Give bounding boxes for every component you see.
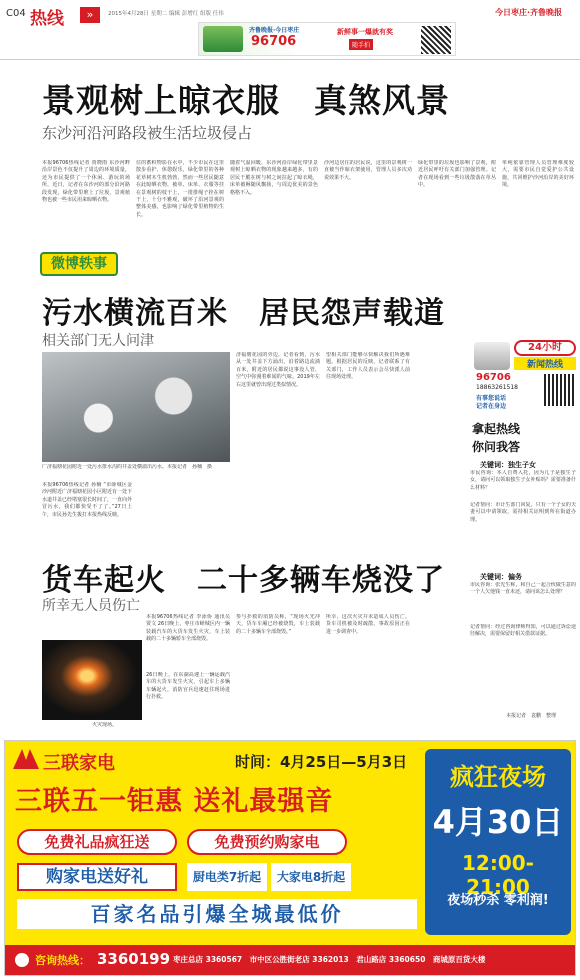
banner-slogan: 齐鲁晚报·今日枣庄 [249, 27, 300, 34]
brand-logo-icon [13, 749, 39, 769]
hotline-phone: 96706 [476, 372, 511, 383]
hotline-slogan-2: 记者在身边 [476, 403, 507, 410]
story3-col3: 参与扑救的消防员称，“现场火光冲天，货车车厢已经被烧毁，车上装载的二十多辆车全部烧毁。” [236, 614, 320, 635]
story3-col4: 所幸，这次火灾并未造成人员伤亡。货车司机被及时疏散，事故原因正在进一步调查中。 [326, 614, 410, 635]
story2-col1: 本报96706热线记者 孙楠 “市薛城区金沙河附近广济福塘花园小区附近有一处下水道井盖已经堵塞很长时间了，一直向外冒污水，我们都快受不了了。”27日上午，市民孙先生拨打本报热线反映。 [42, 482, 132, 518]
ad-phone: 3360199 [97, 950, 171, 968]
story3-col1: 本报96706热线记者 李泳侨 通讯员 贾文 26日晚上，枣庄市峄城区内一辆装载汽车的大货车发生火灾，车上装载的二十多辆轿车全部烧毁。 [146, 614, 230, 643]
buy-gift-label: 购家电送好礼 [17, 863, 177, 891]
weibo-badge: 微博轶事 [40, 252, 118, 276]
question-2: 市民咨询：张先生称，和自己一起合伙做生意的一个人欠他钱一直未还，请问该怎么处理？ [470, 582, 576, 596]
newspaper-name: 今日枣庄·齐鲁晚报 [495, 8, 563, 17]
phone-image [474, 342, 510, 370]
page-header [0, 0, 580, 60]
answer-2: 记者帮问：经过咨询律师得知，可以通过诉讼途径解决，需要保留好相关借款证据。 [470, 624, 576, 638]
ad-stores: 枣庄总店 3360567 市中区公胜街老店 3362013 君山路店 3360650 商城原百货大楼 [173, 955, 486, 964]
section-title: 热线 [30, 9, 64, 29]
story3-subtitle: 所幸无人员伤亡 [42, 598, 140, 614]
kitchen-discount: 厨电类7折起 [187, 863, 267, 891]
banner-vehicle-image [203, 26, 243, 52]
night-market-sub: 夜场秒杀 零利润! [447, 893, 549, 908]
banner-note: 新鲜事一爆就有奖 [337, 28, 393, 36]
header-banner [198, 22, 456, 56]
issue-meta: 2015年4月28日 星期二 编辑 彭增红 组版 任伟 [108, 11, 224, 17]
banner-qr-code [421, 26, 451, 54]
take-hotline-sub: 你问我答 [472, 440, 521, 454]
keyword-2: 关键词：偏务 [480, 573, 522, 581]
hotline-mobile: 18863261518 [476, 384, 518, 391]
keyword-1: 关键词：独生子女 [480, 461, 536, 469]
story1-col6: 单纯依靠管理人员管理难度较大，需要市民自觉爱护公共设施，共同维护沙河沿岸的美好环境。 [502, 160, 574, 189]
story1-col1: 本报96706热线记者 贾晓雨 东沙河畔沿岸景色不仅提升了周边的环境质量，还为市民提供了一个休闲、游玩的场所。近日，记者在东沙河的部分沿河路段发现，绿化带里堆上了垃圾，景观植物也被一些市民用来晾晒衣物。 [42, 160, 130, 204]
promo-headline: 三联五一钜惠 送礼最强音 [15, 786, 334, 817]
ad-phone-label: 咨询热线： [35, 954, 90, 967]
story3-photo-caption: 火灾现场。 [92, 722, 118, 728]
story2-subtitle: 相关部门无人问津 [42, 333, 154, 349]
free-gift-label: 免费礼品疯狂送 [17, 829, 177, 855]
story1-title: 景观树上晾衣服 真煞风景 [42, 81, 450, 120]
story1-col2: 位的蓄积物影在水中，不少市民在这里散步看护，休憩娱乐，绿化带里的各种花草树木生机勃勃，然而一些居民随意在此晾晒衣物，被单、床单、衣服等挂在景观树的枝干上，一排排绳子拴在树干上，十分不雅观，破坏了沿河景观的整体美感，也影响了绿化带里植物的生长。 [136, 160, 224, 218]
night-market-date: 4月30日 [432, 803, 564, 841]
story1-col3: 随着气温回暖，东沙河沿岸绿化带里景观树上晾晒衣物的现象越来越多，有的居民干脆在树与树之间拉起了晾衣绳，床单被褥随风飘扬，与周边优美的景色格格不入。 [230, 160, 318, 196]
story1-col5: 绿化带里的垃圾也影响了景观，附近居民呼吁有关部门加强管理。记者在现场看到一些垃圾散落在草丛中。 [418, 160, 496, 189]
hotline-box [470, 340, 578, 412]
hotline-badge: 24小时 [514, 340, 576, 356]
hotline-badge-sub: 新闻热线 [514, 357, 576, 370]
story2-photo [42, 352, 230, 462]
brands-slogan: 百家名品引爆全城最低价 [17, 899, 417, 929]
hotline-reporter: 本报记者 袁鹏 整理 [506, 713, 557, 719]
ad-footer [5, 945, 575, 975]
night-market-hours: 12:00-21:00 [462, 851, 534, 899]
appliance-discount: 大家电8折起 [271, 863, 351, 891]
night-market-panel [425, 749, 571, 935]
brand-name: 三联家电 [43, 753, 115, 774]
story2-col2: 济福塘花园的旁边，记者看到，污水从一处井盖下方涌出，沿着路边流淌百米，附近的居民都说这事没人管，空气中弥漫着难闻的气味。2019年左右这里就曾出现过类似情况。 [236, 352, 320, 388]
promo-time: 时间：4月25日—5月3日 [235, 753, 408, 771]
answer-1: 记者帮问：市计生部门回复，只有一个子女的夫妻可以申请领取，需持相关证明到所在街道办理。 [470, 502, 576, 523]
hotline-qr-code [544, 374, 576, 406]
story1-subtitle: 东沙河沿河路段被生活垃圾侵占 [42, 124, 253, 142]
night-market-title: 疯狂夜场 [450, 763, 546, 791]
take-hotline-title: 拿起热线 [472, 422, 521, 436]
advertisement [4, 740, 576, 976]
section-arrow-icon: » [80, 7, 100, 23]
story3-title: 货车起火 二十多辆车烧没了 [42, 563, 445, 598]
story1-col4: 沙河边居住的居民说，这里的景观树一直被当作晾衣架使用，管理人员多次劝说效果不大。 [324, 160, 412, 181]
story3-col2: 26日晚上，在东湖高速上一辆运载汽车的大货车发生火灾，引起车上多辆车辆起火，消防官兵迅速赶往现场进行扑救。 [146, 672, 230, 701]
story2-col3: 望相关部门能够尽快解决我们所遇难题。根据居民的反映，记者联系了有关部门，工作人员表示会尽快派人前往现场处理。 [326, 352, 410, 381]
story2-photo-caption: 广济福塘花园附近一处污水排水沟的井盖处横溢出污水。本报记者 孙楠 摄 [42, 464, 213, 470]
story2-title: 污水横流百米 居民怨声载道 [42, 296, 445, 331]
banner-note-2: 随手拍 [349, 39, 373, 50]
page-number: C04 [6, 8, 26, 19]
question-1: 市民咨询：本人自费入托，因为儿子是独生子女，请问可以领取独生子女补贴吗？需要准备什么材料？ [470, 470, 576, 491]
story3-photo [42, 640, 142, 720]
hotline-slogan-1: 有事您说话 [476, 395, 507, 402]
free-appointment-label: 免费预约购家电 [187, 829, 347, 855]
banner-phone: 96706 [251, 34, 297, 49]
phone-icon [15, 953, 29, 967]
